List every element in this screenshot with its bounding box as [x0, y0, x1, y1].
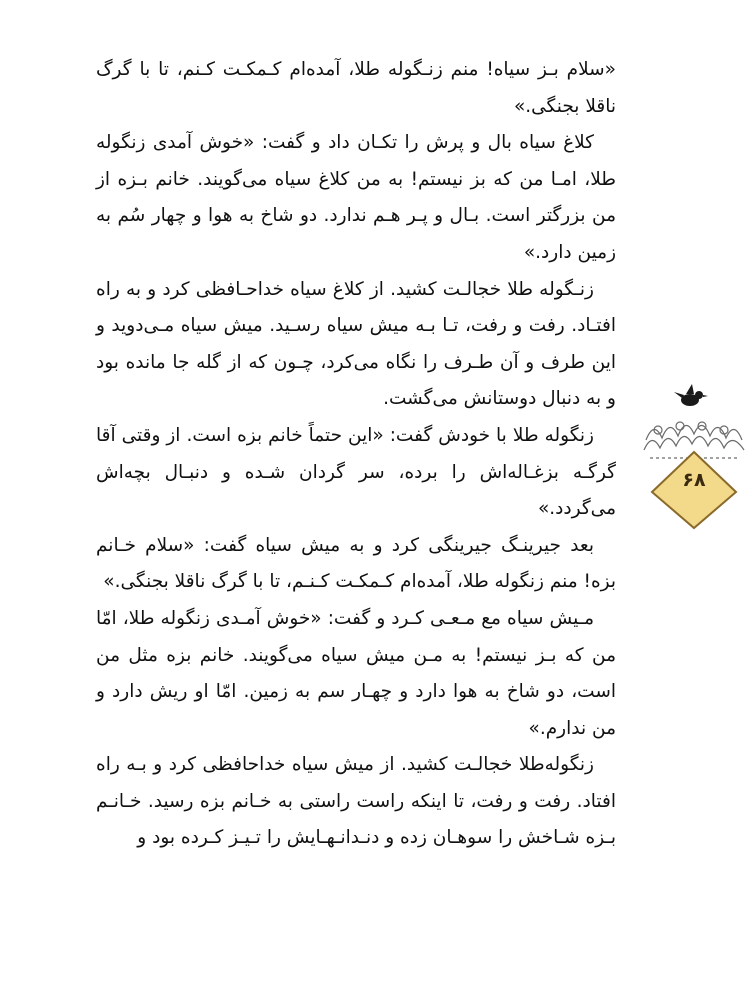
story-paragraph: بعد جیرینـگ جیرینگی کرد و به میش سیاه گفت: «سلام خـانم بزه! منم زنگوله طلا، آمده‌ام کـمکـت کـنـم، تا با گرگ ناقلا بجنگی.» [96, 534, 616, 593]
story-text [96, 52, 616, 857]
story-paragraph: مـیش سیاه مع مـعـی کـرد و گفت: «خوش آمـدی زنگوله طلا، امّا من که بـز نیستم! به مـن میش سیاه می‌گویند. خانم بزه مثل من است، دو شاخ به هوا دارد و چهـار سم به زمین. امّا او ریش دارد و من ندارم.» [96, 607, 616, 739]
story-paragraph: کلاغ سیاه بال و پرش را تکـان داد و گفت: «خوش آمدی زنگوله طلا، امـا من که بز نیستم! به من کلاغ سیاه می‌گویند. خانم بـزه از من بزرگتر است. بـال و پـر هـم ندارد. دو شاخ به هوا و چهار سُم به زمین دارد.» [96, 132, 616, 263]
page-number: ۶۸ [682, 469, 706, 491]
story-paragraph: زنـگوله طلا خجالـت کشید. از کلاغ سیاه خداحـافظی کرد و به راه افتـاد. رفت و رفت، تـا بـه میش سیاه رسـید. میش سیاه مـی‌دوید و این طرف و آن طـرف را نگاه می‌کرد، چـون که از گله جا مانده بود و به دنبال دوستانش می‌گشت. [96, 278, 616, 410]
page-number-badge [640, 380, 747, 530]
badge-illustration [640, 380, 747, 530]
story-paragraph: «سلام بـز سیاه! منم زنـگوله طلا، آمده‌ام کـمکـت کـنم، تا با گرگ ناقلا بجنگی.» [96, 59, 616, 117]
bird-icon [674, 384, 708, 406]
story-paragraph: زنگوله طلا با خودش گفت: «این حتماً خانم بزه است. از وقتی آقا گرگـه بزغـاله‌اش را برده، سر گردان شـده و دنبـال بچه‌اش می‌گردد.» [96, 424, 616, 520]
story-paragraph: زنگوله‌طلا خجالـت کشید. از میش سیاه خداحافظی کرد و بـه راه افتاد. رفت و رفت، تا اینکه راست راستی به خـانم بزه رسید. خـانـم بـزه شـاخش را سوهـان زده و دنـدانـهـایش را تـیـز کـرده بود و [96, 754, 616, 849]
